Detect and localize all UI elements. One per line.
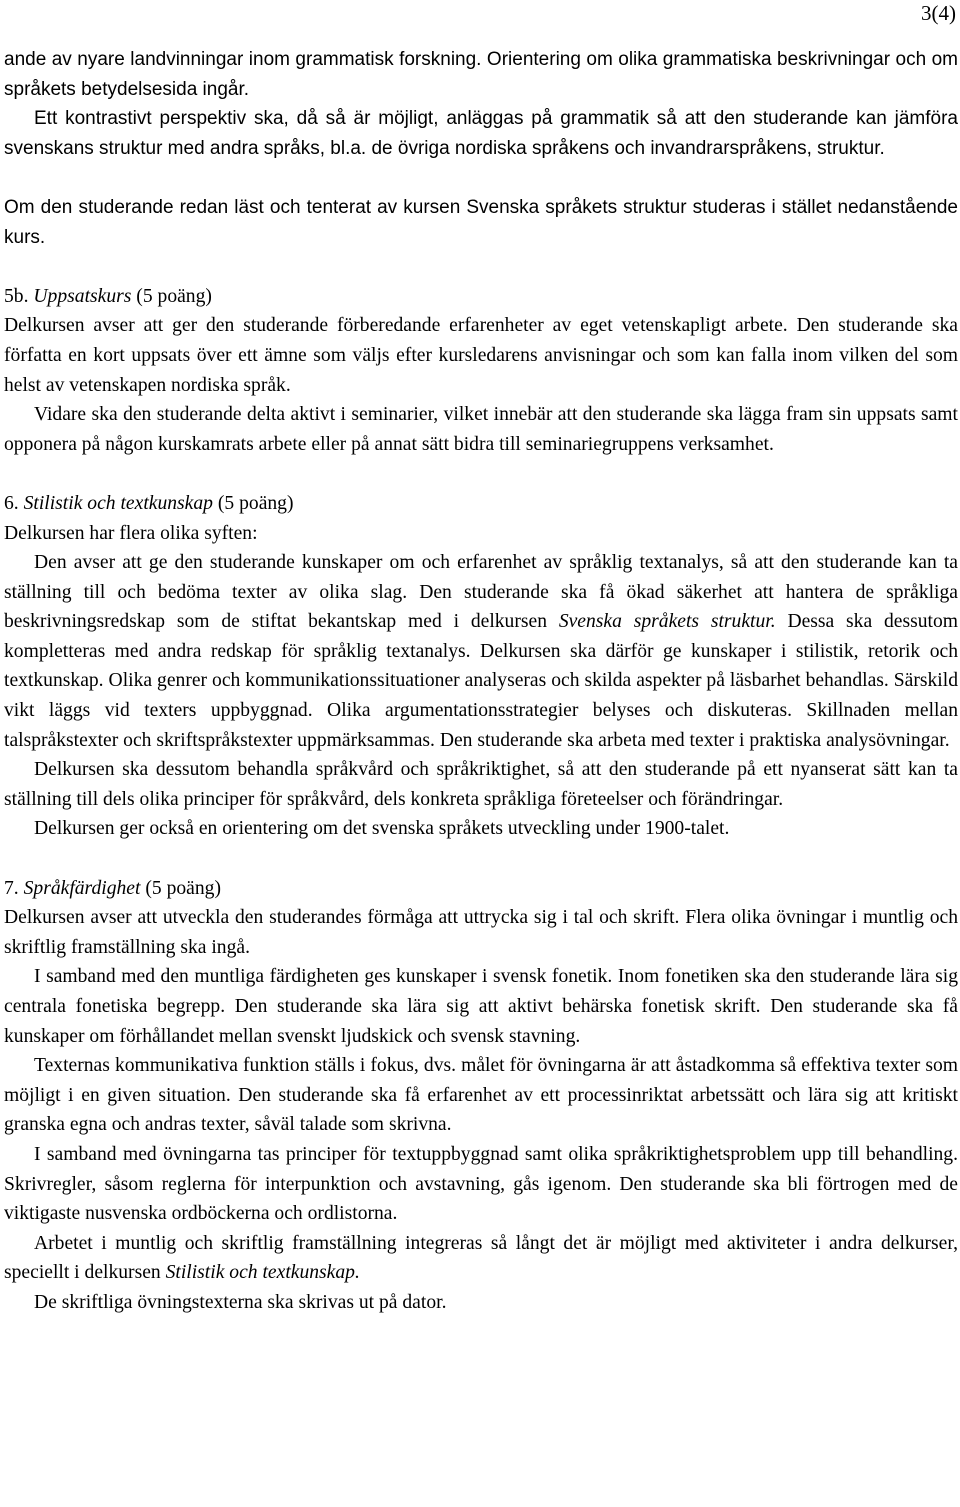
- paragraph-7-3: Texternas kommunikativa funktion ställs i fokus, dvs. målet för övningarna är att åstadkomma så effektiva texter som möjligt i en given situation. Den studerande ska få erfarenhet av ett processinriktat arbetssätt och lära sig att kritiskt granska egna och andras texter, såväl talade som skrivna.: [4, 1055, 958, 1136]
- heading-6-points: (5 poäng): [217, 492, 294, 514]
- heading-7-number: 7.: [4, 877, 19, 899]
- paragraph-7-5: [4, 1229, 958, 1288]
- paragraph-6-1-italic: Svenska språkets struktur.: [558, 611, 776, 633]
- paragraph-7-2: I samband med den muntliga färdigheten ges kunskaper i svensk fonetik. Inom fonetiken ska den studerande lära sig centrala fonetiska begrepp. Den studerande ska lära sig att aktivt behärska fonetisk skrift. Den studerande ska få kunskaper om förhållandet mellan svenskt ljudskick och svensk stavning.: [4, 966, 958, 1047]
- paragraph-grammar-orientation: ande av nyare landvinningar inom grammatisk forskning. Orientering om olika grammatiska beskrivningar och om språkets betydelsesida ingår.: [4, 49, 958, 100]
- page-content: [4, 45, 958, 1318]
- paragraph-6-1-a: Den avser att ge den studerande kunskaper om och erfarenhet av språklig textanalys, så att den studerande kan ta ställning till och bedöma texter av olika slag. Den studerande ska få ökad säkerhet att hantera de språkliga beskrivningsredskap som de stiftat bekantskap med i delkursen: [4, 552, 958, 633]
- paragraph-note: Om den studerande redan läst och tenterat av kursen Svenska språkets struktur studeras i stället nedanstående kurs.: [4, 196, 958, 248]
- page-number: 3(4): [921, 1, 956, 25]
- paragraph-6-1-b: Dessa ska dessutom kompletteras med andra redskap för språklig textanalys. Delkursen ska därför ge kunskaper i stilistik, retorik och textkunskap. Olika genrer och kommunikationssituationer analyseras och skilda aspekter på läsbarhet behandlas. Särskild vikt läggs vid texters uppbyggnad. Olika argumentationsstrategier belyses och diskuteras. Skillnaden mellan talspråkstexter och skriftspråkstexter uppmärksammas. Den studerande ska arbeta med texter i praktiska analysövningar.: [4, 611, 958, 751]
- paragraph-7-5-italic: Stilistik och textkunskap.: [165, 1262, 360, 1284]
- paragraph-7-4: I samband med övningarna tas principer för textuppbyggnad samt olika språkriktighetsproblem upp till behandling. Skrivregler, såsom reglerna för interpunktion och avstavning, gås igenom. Den studerande ska bli förtrogen med de viktigaste nusvenska ordböckerna och ordlistorna.: [4, 1143, 958, 1225]
- heading-6: [4, 489, 958, 519]
- heading-7: [4, 874, 958, 904]
- heading-5b: [4, 282, 958, 312]
- heading-5b-title: Uppsatskurs: [33, 285, 132, 307]
- paragraph-7-1: Delkursen avser att utveckla den studerandes förmåga att uttrycka sig i tal och skrift. Flera olika övningar i muntlig och skriftlig framställning ska ingå.: [4, 907, 958, 958]
- heading-6-number: 6.: [4, 492, 19, 514]
- heading-5b-points: (5 poäng): [136, 285, 212, 307]
- heading-7-title: Språkfärdighet: [23, 877, 141, 899]
- paragraph-6-2: Delkursen ska dessutom behandla språkvård och språkriktighet, så att den studerande på ett nyanserat sätt kan ta ställning till dels olika principer för språkvård, dels konkreta språkliga företeelser och förändringar.: [4, 759, 958, 810]
- paragraph-6-3: Delkursen ger också en orientering om det svenska språkets utveckling under 1900-talet.: [34, 818, 730, 840]
- heading-6-title: Stilistik och textkunskap: [23, 492, 213, 514]
- paragraph-7-6: De skriftliga övningstexterna ska skrivas ut på dator.: [34, 1291, 447, 1313]
- paragraph-contrastive: Ett kontrastivt perspektiv ska, då så är möjligt, anläggas på grammatik så att den studerande kan jämföra svenskans struktur med andra språks, bl.a. de övriga nordiska språkens och invandrarspråkens, struktur.: [4, 108, 958, 159]
- paragraph-5b-2: Vidare ska den studerande delta aktivt i seminarier, vilket innebär att den studerande ska lägga fram sin uppsats samt opponera på någon kurskamrats arbete eller på annat sätt bidra till seminariegruppens verksamhet.: [4, 404, 958, 455]
- paragraph-5b-1: Delkursen avser att ger den studerande förberedande erfarenheter av eget vetenskapligt arbete. Den studerande ska författa en kort uppsats över ett ämne som väljs efter kursledarens anvisningar och som kan falla inom vilken del som helst av vetenskapen nordiska språk.: [4, 315, 958, 396]
- paragraph-6-intro: Delkursen har flera olika syften:: [4, 522, 258, 544]
- paragraph-7-5-a: Arbetet i muntlig och skriftlig framställning integreras så långt det är möjligt med aktiviteter i andra delkurser, speciellt i delkursen: [4, 1232, 958, 1284]
- heading-7-points: (5 poäng): [145, 877, 221, 899]
- paragraph-6-1: [4, 548, 958, 755]
- heading-5b-number: 5b.: [4, 285, 29, 307]
